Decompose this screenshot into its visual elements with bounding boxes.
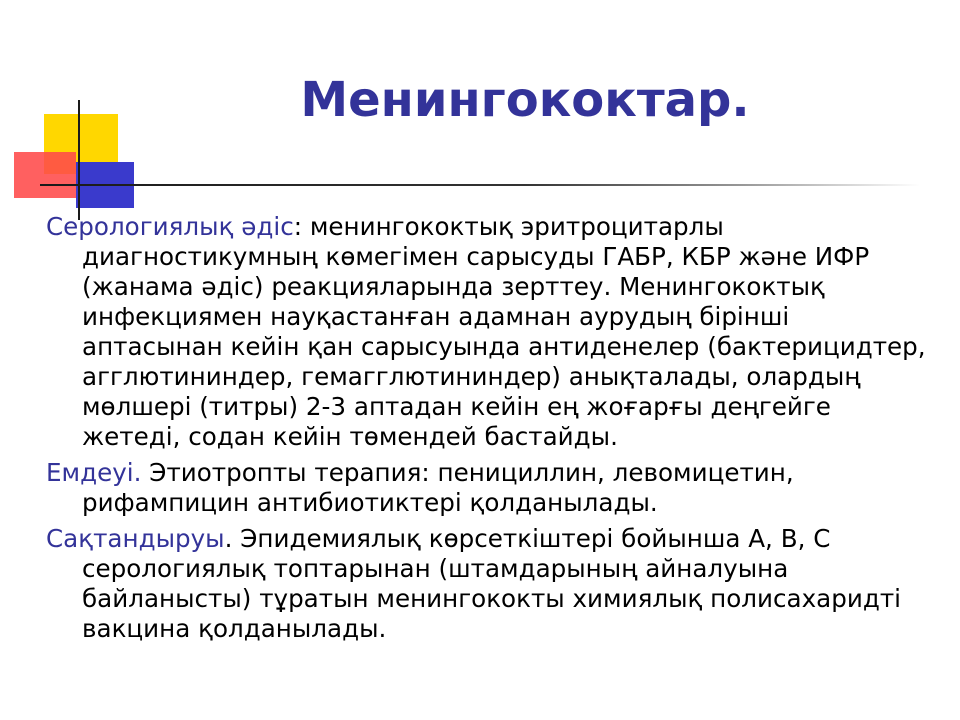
paragraph-treatment [46, 458, 926, 518]
slide-title: Менингококтар. [300, 72, 750, 128]
paragraph-term: Серологиялық әдіс [46, 212, 294, 241]
title-underline-rule [40, 184, 920, 186]
slide-body [46, 212, 926, 650]
paragraph-separator: . [224, 524, 241, 553]
paragraph-term: Сақтандыруы [46, 524, 225, 553]
logo-red-square [14, 152, 76, 198]
paragraph-separator: : [293, 212, 310, 241]
paragraph-prevention [46, 524, 926, 644]
paragraph-serology [46, 212, 926, 452]
paragraph-text: Этиотропты терапия: пенициллин, левомицетин, рифампицин антибиотиктері қолданылады. [82, 458, 794, 517]
paragraph-text: менингококтық эритроцитарлы диагностикумның көмегімен сарысуды ГАБР, КБР және ИФР (жанама әдіс) реакцияларында зерттеу. Менингококтық инфекциямен науқастанған адамнан аурудың бірінші аптасынан кейін қан сарысуында антиденелер (бактерицидтер, агглютининдер, гемагглютининдер) анықталады, олардың мөлшері (титры) 2-3 аптадан кейін ең жоғарғы деңгейге жетеді, содан кейін төмендей бастайды. [82, 212, 926, 451]
paragraph-term: Емдеуі. [46, 458, 142, 487]
paragraph-text: Эпидемиялық көрсеткіштері бойынша А, В, С серологиялық топтарынан (штамдарының айналуына байланысты) тұратын менингококты химиялық полисахаридті вакцина қолданылады. [82, 524, 901, 643]
